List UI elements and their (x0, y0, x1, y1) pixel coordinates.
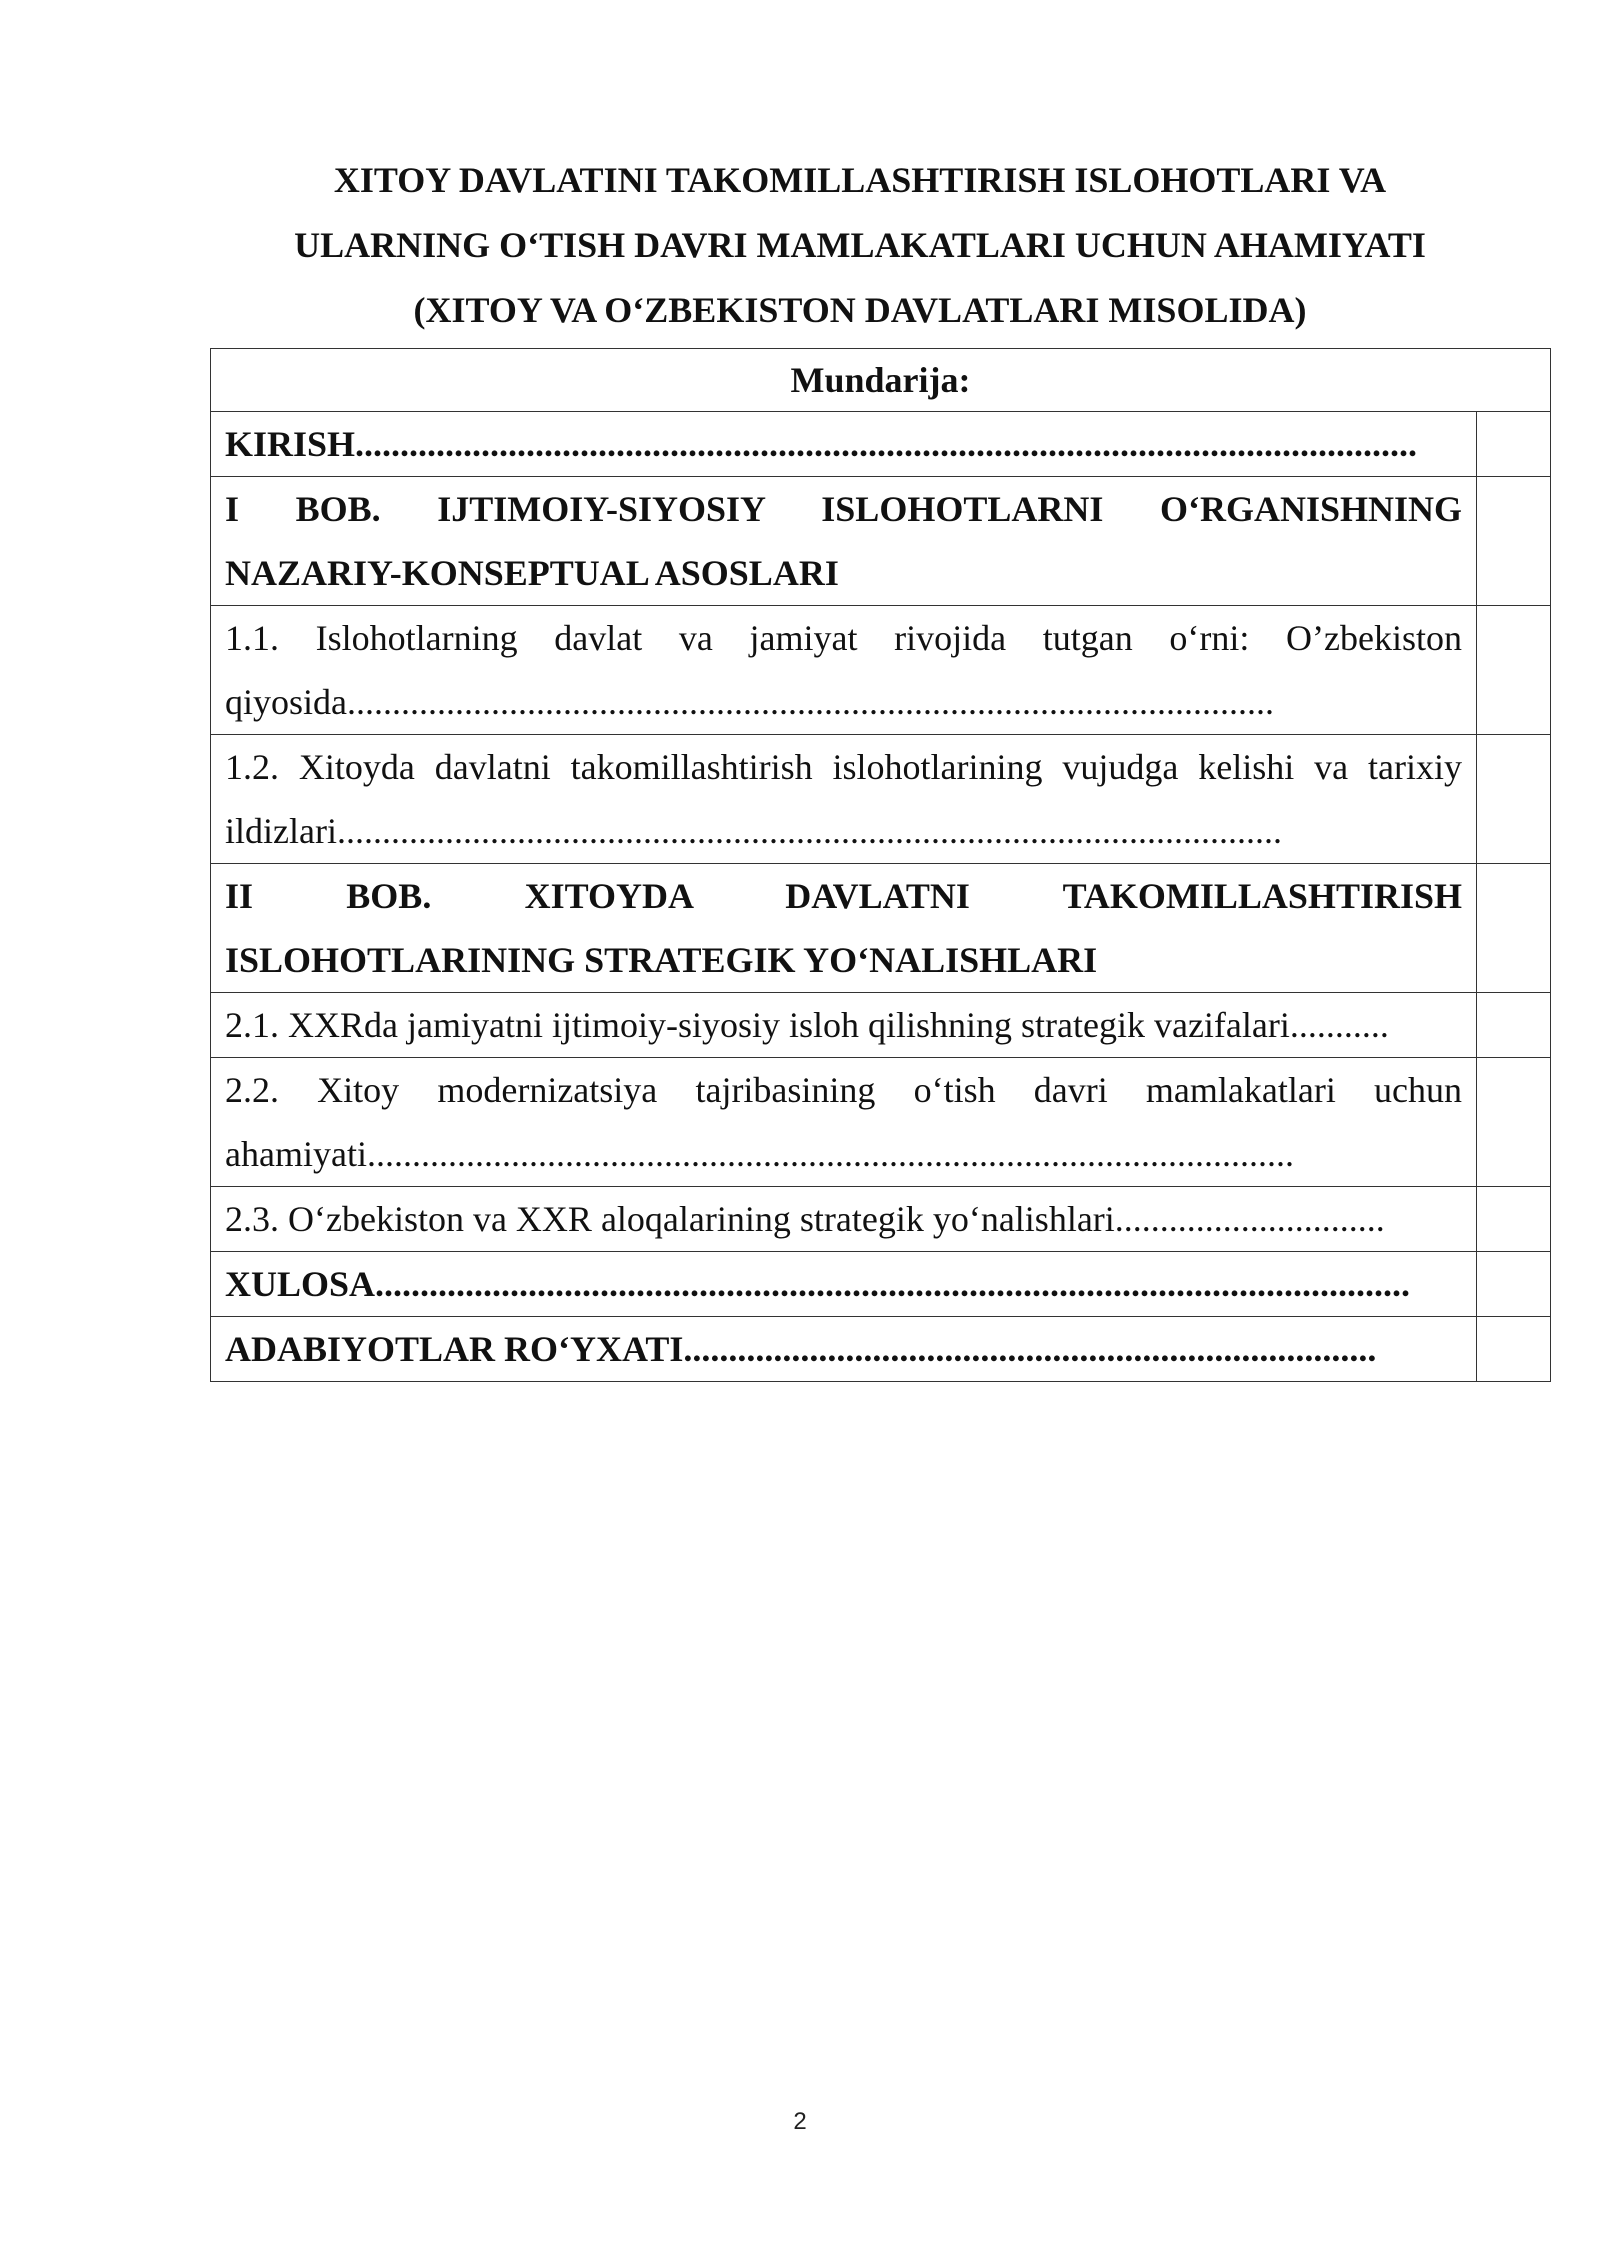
toc-entry-text: ISLOHOTLARINING STRATEGIK YO‘NALISHLARI (225, 940, 1098, 980)
document-title (230, 148, 1490, 343)
toc-entry-chapter-1 (211, 477, 1477, 606)
toc-entry-2-3 (211, 1187, 1477, 1252)
page-number: 2 (793, 2108, 807, 2135)
toc-page-cell (1477, 1317, 1551, 1382)
toc-entry-text: qiyosida....................................................................................................... (225, 682, 1274, 722)
toc-header-row (211, 349, 1551, 412)
toc-entry-text: KIRISH...................................................................................................................... (225, 424, 1418, 464)
toc-row (211, 1058, 1551, 1187)
toc-entry-text: 1.2. Xitoyda davlatni takomillashtirish islohotlarining vujudga kelishi va tarixiy (225, 747, 1462, 787)
toc-page-cell (1477, 477, 1551, 606)
toc-entry-chapter-2 (211, 864, 1477, 993)
toc-page-cell (1477, 412, 1551, 477)
toc-page-cell (1477, 864, 1551, 993)
toc-entry-text: 2.3. O‘zbekiston va XXR aloqalarining strategik yo‘nalishlari.............................. (225, 1199, 1385, 1239)
toc-page-cell (1477, 993, 1551, 1058)
toc-entry-1-2 (211, 735, 1477, 864)
title-line-3: (XITOY VA O‘ZBEKISTON DAVLATLARI MISOLIDA) (413, 290, 1307, 330)
toc-entry-xulosa (211, 1252, 1477, 1317)
toc-entry-text: 2.2. Xitoy modernizatsiya tajribasining o‘tish davri mamlakatlari uchun (225, 1070, 1462, 1110)
toc-entry-1-1 (211, 606, 1477, 735)
title-line-1: XITOY DAVLATINI TAKOMILLASHTIRISH ISLOHOTLARI VA (333, 160, 1387, 200)
toc-entry-text: 1.1. Islohotlarning davlat va jamiyat rivojida tutgan o‘rni: O’zbekiston (225, 618, 1462, 658)
title-line-2: ULARNING O‘TISH DAVRI MAMLAKATLARI UCHUN AHAMIYATI (294, 225, 1426, 265)
toc-row (211, 735, 1551, 864)
toc-row (211, 606, 1551, 735)
toc-entry-text: ildizlari......................................................................................................... (225, 811, 1282, 851)
toc-row (211, 477, 1551, 606)
toc-row (211, 1317, 1551, 1382)
toc-entry-2-2 (211, 1058, 1477, 1187)
toc-entry-text: 2.1. XXRda jamiyatni ijtimoiy-siyosiy isloh qilishning strategik vazifalari........... (225, 1005, 1389, 1045)
toc-entry-text: ahamiyati....................................................................................................... (225, 1134, 1294, 1174)
toc-entry-kirish (211, 412, 1477, 477)
toc-entry-text: NAZARIY-KONSEPTUAL ASOSLARI (225, 553, 839, 593)
toc-row (211, 1252, 1551, 1317)
toc-page-cell (1477, 1252, 1551, 1317)
toc-entry-text: II BOB. XITOYDA DAVLATNI TAKOMILLASHTIRISH (225, 876, 1462, 916)
table-of-contents (210, 348, 1551, 1382)
toc-entry-text: I BOB. IJTIMOIY-SIYOSIY ISLOHOTLARNI O‘RGANISHNING (225, 489, 1462, 529)
toc-row (211, 412, 1551, 477)
toc-row (211, 864, 1551, 993)
toc-page-cell (1477, 1058, 1551, 1187)
toc-entry-text: ADABIYOTLAR RO‘YXATI............................................................................. (225, 1329, 1377, 1369)
toc-entry-text: XULOSA................................................................................................................... (225, 1264, 1411, 1304)
toc-entry-2-1 (211, 993, 1477, 1058)
toc-page-cell (1477, 606, 1551, 735)
toc-row (211, 993, 1551, 1058)
toc-header: Mundarija: (211, 349, 1551, 412)
toc-entry-adabiyotlar (211, 1317, 1477, 1382)
toc-page-cell (1477, 735, 1551, 864)
toc-row (211, 1187, 1551, 1252)
toc-page-cell (1477, 1187, 1551, 1252)
